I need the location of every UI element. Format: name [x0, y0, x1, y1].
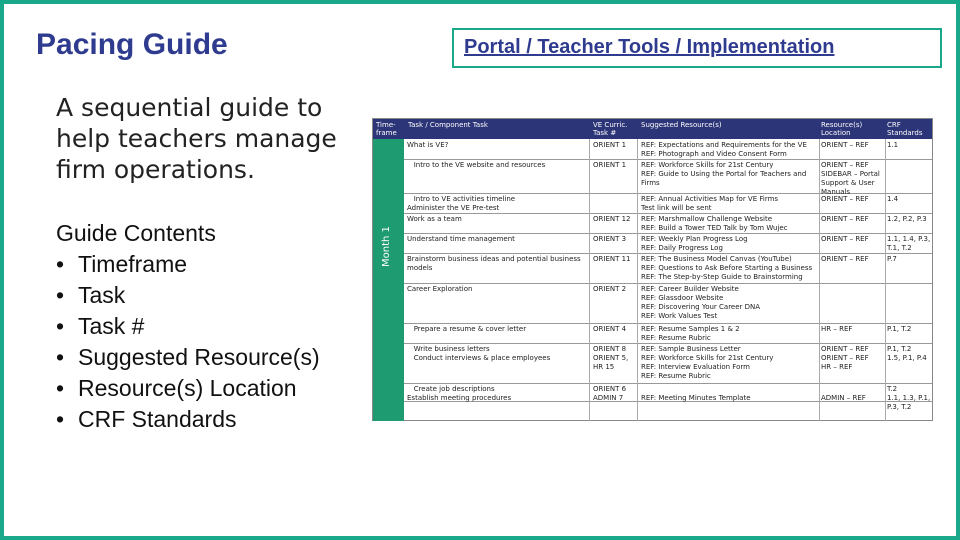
- cell-resources: REF: Sample Business Letter REF: Workforce Skills for 21st Century REF: Interview Evaluation Form REF: Resume Rubric: [641, 345, 774, 380]
- table-row: [404, 194, 932, 214]
- table-row: [404, 344, 932, 384]
- cell-task: Intro to the VE website and resources: [407, 161, 546, 169]
- cell-resources: REF: Resume Samples 1 & 2 REF: Resume Rubric: [641, 325, 740, 342]
- header-resources: Suggested Resource(s): [641, 121, 722, 129]
- header-task: Task / Component Task: [408, 121, 488, 129]
- contents-heading: Guide Contents: [56, 220, 216, 246]
- contents-list: [56, 249, 356, 435]
- cell-crf: 1.4: [887, 195, 899, 203]
- cell-crf: 1.1: [887, 141, 899, 149]
- cell-crf: 1.2, P.2, P.3: [887, 215, 927, 223]
- column-divider: [819, 139, 820, 421]
- cell-crf: 1.1, 1.4, P.3, T.1, T.2: [887, 235, 933, 252]
- list-item: • Timeframe: [56, 249, 356, 280]
- cell-location: ORIENT – REF ORIENT – REF HR – REF: [821, 345, 869, 371]
- list-item: • CRF Standards: [56, 404, 356, 435]
- list-item: • Task #: [56, 311, 356, 342]
- cell-location: ORIENT – REF: [821, 235, 869, 243]
- cell-location: HR – REF: [821, 325, 853, 333]
- cell-task: Career Exploration: [407, 285, 473, 293]
- cell-resources: REF: Annual Activities Map for VE Firms Test link will be sent: [641, 195, 779, 212]
- table-row: [404, 254, 932, 284]
- cell-task-number: ORIENT 6 ADMIN 7: [593, 385, 627, 402]
- cell-task: Prepare a resume & cover letter: [407, 325, 527, 333]
- table-row: [404, 384, 932, 411]
- cell-location: ORIENT – REF: [821, 141, 869, 149]
- cell-location: ADMIN – REF: [821, 394, 866, 402]
- header-task-number: VE Curric. Task #: [593, 121, 628, 137]
- pacing-table: [372, 118, 933, 421]
- cell-crf: P.1, T.2: [887, 325, 912, 333]
- cell-crf: T.2 1.1, 1.3, P.1, P.3, T.2: [887, 385, 931, 411]
- table-row: [404, 214, 932, 234]
- table-row: [404, 284, 932, 324]
- cell-task: Work as a team: [407, 215, 462, 223]
- guide-contents: [56, 218, 356, 435]
- breadcrumb[interactable]: Portal / Teacher Tools / Implementation: [464, 36, 835, 58]
- column-divider: [885, 139, 886, 421]
- column-divider: [637, 139, 638, 421]
- cell-resources: REF: Marshmallow Challenge Website REF: Build a Tower TED Talk by Tom Wujec: [641, 215, 788, 232]
- list-item: • Resource(s) Location: [56, 373, 356, 404]
- cell-resources: REF: Workforce Skills for 21st Century REF: Guide to Using the Portal for Teachers and Firms: [641, 161, 807, 187]
- table-row: [404, 140, 932, 160]
- header-timeframe: Time-frame: [376, 121, 397, 137]
- cell-task-number: ORIENT 3: [593, 235, 627, 243]
- cell-resources: REF: Expectations and Requirements for the VE REF: Photograph and Video Consent Form: [641, 141, 807, 158]
- table-row: [404, 160, 932, 194]
- table-header: [373, 119, 932, 139]
- cell-task-number: ORIENT 2: [593, 285, 627, 293]
- cell-resources: REF: The Business Model Canvas (YouTube) REF: Questions to Ask Before Starting a Business REF: The Step-by-Step Guide to Brainstorming: [641, 255, 813, 281]
- cell-task-number: ORIENT 8 ORIENT 5, HR 15: [593, 345, 629, 371]
- cell-task: Understand time management: [407, 235, 515, 243]
- cell-resources: REF: Career Builder Website REF: Glassdoor Website REF: Discovering Your Career DNA REF: Work Values Test: [641, 285, 761, 320]
- cell-resources: REF: Weekly Plan Progress Log REF: Daily Progress Log: [641, 235, 748, 252]
- month-label: Month 1: [381, 226, 392, 267]
- list-item: • Task: [56, 280, 356, 311]
- cell-location: ORIENT – REF: [821, 195, 869, 203]
- cell-crf: P.1, T.2 1.5, P.1, P.4: [887, 345, 927, 362]
- table-row: [404, 324, 932, 344]
- intro-text: A sequential guide to help teachers manage firm operations.: [56, 93, 337, 184]
- cell-task-number: ORIENT 1: [593, 161, 627, 169]
- table-row: [404, 234, 932, 254]
- cell-task: Intro to VE activities timeline Administer the VE Pre-test: [407, 195, 516, 212]
- page-title: Pacing Guide: [36, 28, 228, 61]
- cell-crf: P.7: [887, 255, 897, 263]
- list-item: • Suggested Resource(s): [56, 342, 356, 373]
- timeframe-column: [373, 139, 404, 421]
- header-location: Resource(s) Location: [821, 121, 863, 137]
- header-crf: CRF Standards: [887, 121, 923, 137]
- cell-location: ORIENT – REF SIDEBAR – Portal Support & User Manuals: [821, 161, 880, 196]
- cell-task: What is VE?: [407, 141, 449, 149]
- cell-location: ORIENT – REF: [821, 255, 869, 263]
- cell-task-number: ORIENT 11: [593, 255, 631, 263]
- breadcrumb-box: [452, 28, 942, 68]
- cell-task: Write business letters Conduct interviews & place employees: [413, 345, 551, 362]
- cell-task-number: ORIENT 1: [593, 141, 627, 149]
- column-divider: [589, 139, 590, 421]
- cell-task-number: ORIENT 12: [593, 215, 631, 223]
- cell-resources: REF: Meeting Minutes Template: [641, 394, 751, 402]
- cell-task: Brainstorm business ideas and potential business models: [407, 255, 583, 272]
- cell-task: Create job descriptions Establish meeting procedures: [407, 385, 512, 402]
- cell-location: ORIENT – REF: [821, 215, 869, 223]
- cell-task-number: ORIENT 4: [593, 325, 627, 333]
